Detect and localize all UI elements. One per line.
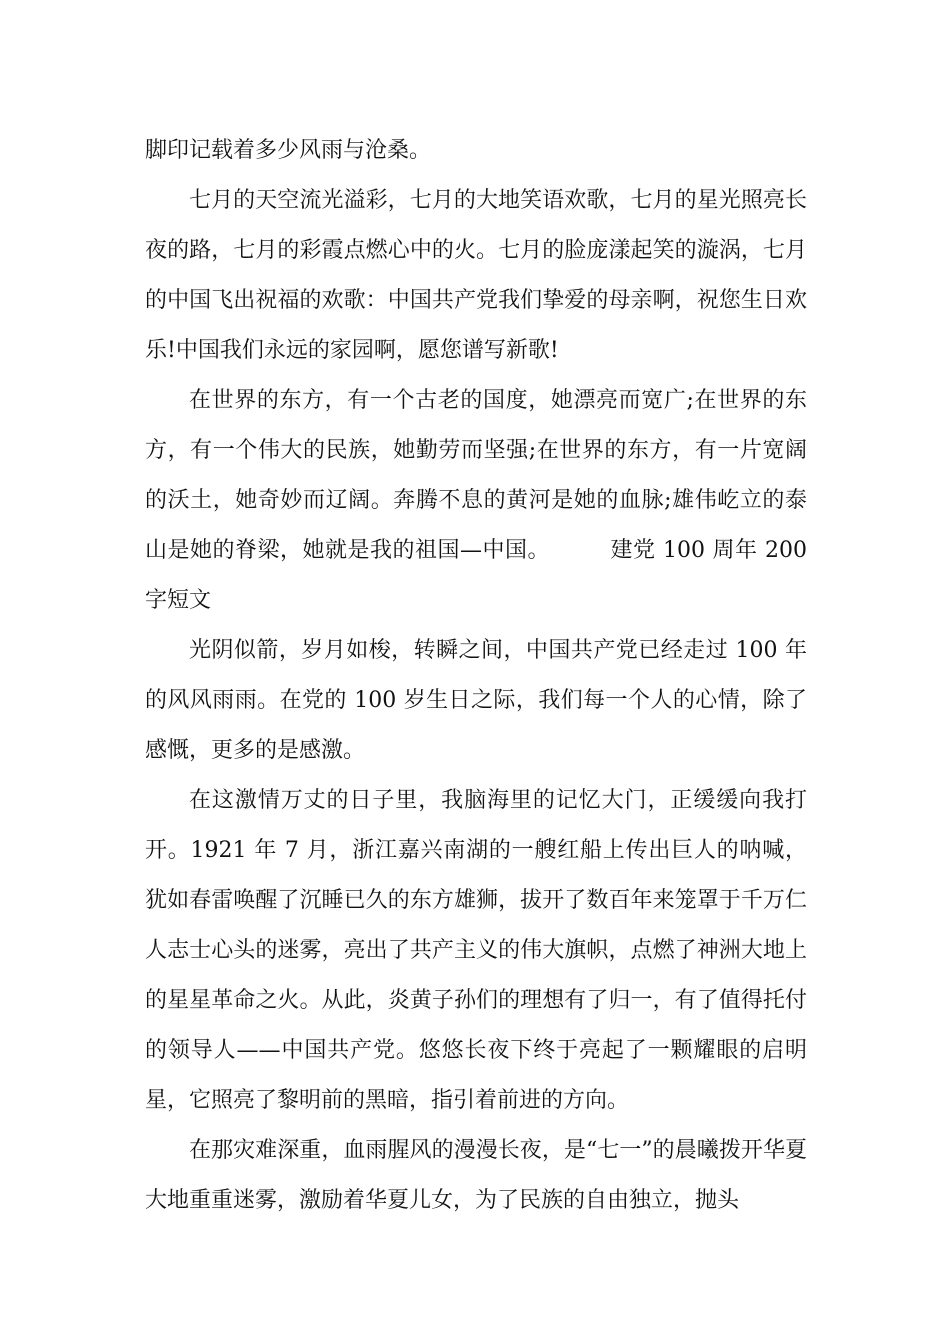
- paragraph-3-text: 在世界的东方，有一个古老的国度，她漂亮而宽广;在世界的东方，有一个伟大的民族，她勤劳而坚强;在世界的东方，有一片宽阔的沃土，她奇妙而辽阔。奔腾不息的黄河是她的血脉;雄伟屹立的泰山是她的脊梁，她就是我的祖国—中国。: [145, 388, 807, 563]
- paragraph-4-text: 光阴似箭，岁月如梭，转瞬之间，中国共产党已经走过 100 年的风风雨雨。在党的 100 岁生日之际，我们每一个人的心情，除了感慨，更多的是感激。: [145, 638, 807, 763]
- section-heading: 建党 100 周年 200 字短文: [145, 538, 807, 613]
- paragraph-1-text: 脚印记载着多少风雨与沧桑。: [145, 138, 432, 163]
- document-body: [145, 126, 807, 1226]
- paragraph-2: [145, 176, 807, 376]
- paragraph-6-text: 在那灾难深重，血雨腥风的漫漫长夜，是“七一”的晨曦拨开华夏大地重重迷雾，激励着华夏儿女，为了民族的自由独立，抛头: [145, 1138, 807, 1213]
- paragraph-5-text: 在这激情万丈的日子里，我脑海里的记忆大门，正缓缓向我打开。1921 年 7 月，浙江嘉兴南湖的一艘红船上传出巨人的呐喊，犹如春雷唤醒了沉睡已久的东方雄狮，拔开了数百年来笼罩于千万仁人志士心头的迷雾，亮出了共产主义的伟大旗帜，点燃了神洲大地上的星星革命之火。从此，炎黄子孙们的理想有了归一，有了值得托付的领导人——中国共产党。悠悠长夜下终于亮起了一颗耀眼的启明星，它照亮了黎明前的黑暗，指引着前进的方向。: [145, 788, 807, 1113]
- paragraph-2-text: 七月的天空流光溢彩，七月的大地笑语欢歌，七月的星光照亮长夜的路，七月的彩霞点燃心中的火。七月的脸庞漾起笑的漩涡，七月的中国飞出祝福的欢歌：中国共产党我们挚爱的母亲啊，祝您生日欢乐!中国我们永远的家园啊，愿您谱写新歌!: [145, 188, 807, 363]
- paragraph-4: [145, 626, 807, 776]
- paragraph-1: [145, 126, 807, 176]
- paragraph-6: [145, 1126, 807, 1226]
- paragraph-3: [145, 376, 807, 626]
- paragraph-5: [145, 776, 807, 1126]
